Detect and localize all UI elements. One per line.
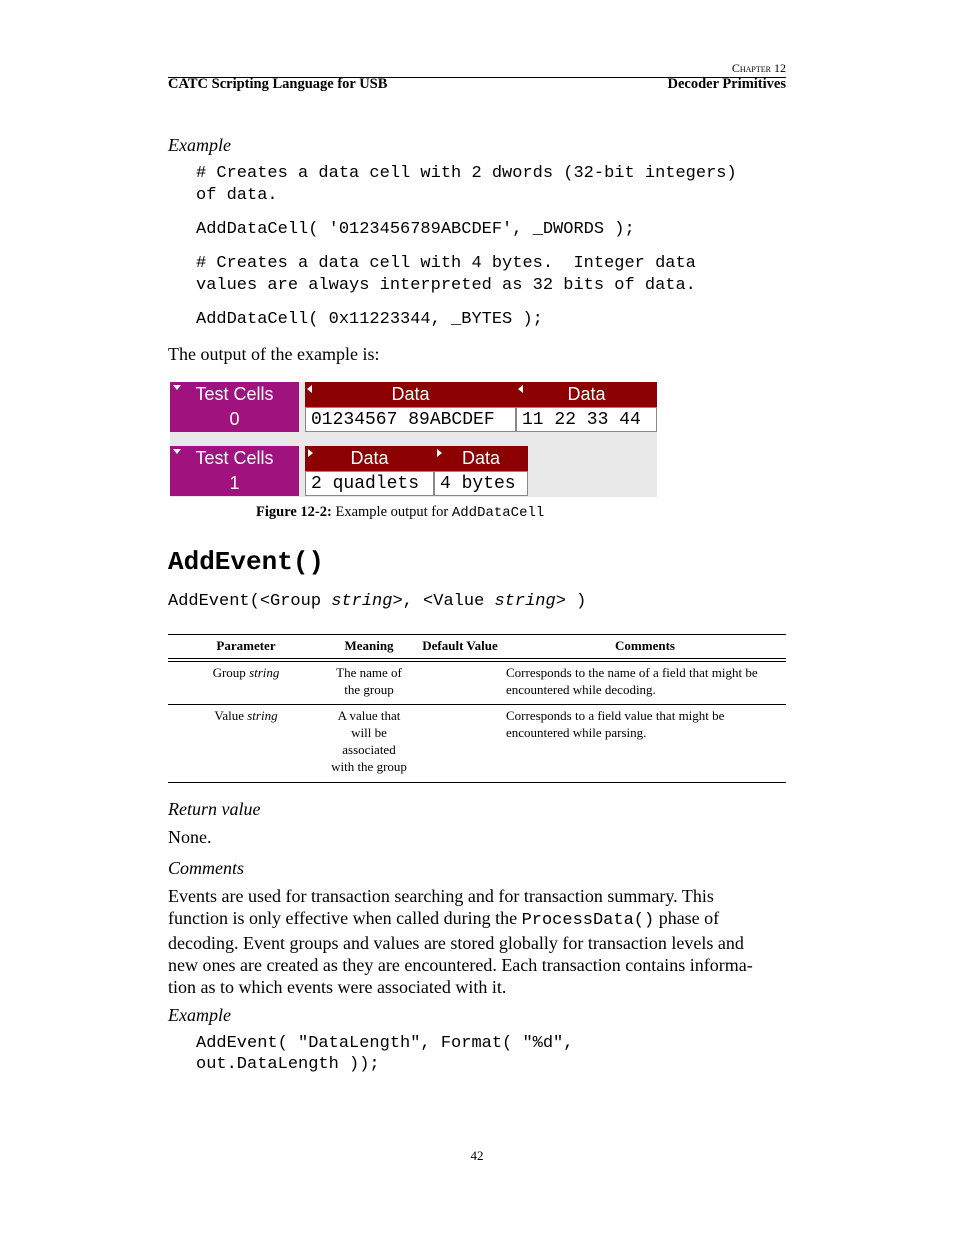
chapter-number: 12 bbox=[774, 61, 786, 75]
comments-paragraph bbox=[168, 885, 786, 998]
table-cell-meaning bbox=[314, 707, 424, 775]
record-header bbox=[170, 446, 299, 471]
data-cell-value: 01234567 89ABCDEF bbox=[305, 407, 516, 432]
data-cell-label: Data bbox=[461, 448, 501, 468]
paragraph-line: Events are used for transaction searching and for transaction summary. This bbox=[168, 886, 714, 906]
text-span: phase of bbox=[654, 908, 720, 928]
figure-caption bbox=[168, 504, 786, 521]
param-type: string bbox=[247, 708, 278, 723]
expand-arrow-icon bbox=[437, 449, 442, 457]
signature-part: >, <Value bbox=[392, 592, 495, 611]
page-number: 42 bbox=[470, 1148, 484, 1163]
data-cell-label: Data bbox=[567, 384, 606, 404]
table-cell-comments bbox=[506, 664, 782, 698]
data-cell-header bbox=[434, 446, 528, 471]
code-line: values are always interpreted as 32 bits of data. bbox=[196, 276, 696, 295]
collapse-arrow-icon bbox=[173, 449, 181, 454]
data-cell-header bbox=[516, 382, 657, 407]
section-title: AddEvent() bbox=[168, 547, 325, 577]
column-header: Meaning bbox=[344, 638, 394, 653]
comment-line: Corresponds to the name of a field that might be bbox=[506, 665, 758, 680]
record-label: Test Cells bbox=[195, 384, 274, 404]
expand-arrow-icon bbox=[518, 385, 523, 393]
figure-caption-code: AddDataCell bbox=[451, 505, 545, 521]
param-type: string bbox=[249, 665, 280, 680]
chapter-label bbox=[600, 61, 786, 76]
collapse-arrow-icon bbox=[173, 385, 181, 390]
record-value: 1 bbox=[170, 471, 299, 496]
figure-caption-text: Example output for bbox=[335, 504, 449, 520]
example-heading: Example bbox=[168, 1005, 231, 1025]
code-line: AddDataCell( 0x11223344, _BYTES ); bbox=[196, 310, 543, 329]
data-cell-label: Data bbox=[391, 384, 430, 404]
signature-part: > ) bbox=[555, 592, 587, 611]
table-cell-parameter bbox=[194, 707, 298, 724]
meaning-line: associated bbox=[342, 742, 396, 757]
table-rule bbox=[168, 704, 786, 705]
comment-line: encountered while decoding. bbox=[506, 682, 656, 697]
column-header: Parameter bbox=[216, 638, 276, 653]
expand-arrow-icon bbox=[308, 449, 313, 457]
code-line: of data. bbox=[196, 186, 278, 205]
paragraph-line: tion as to which events were associated with it. bbox=[168, 977, 507, 997]
inline-code: ProcessData() bbox=[521, 911, 655, 930]
signature-type: string bbox=[331, 592, 393, 611]
data-cell-value: 4 bytes bbox=[434, 471, 528, 496]
table-cell-meaning bbox=[314, 664, 424, 698]
running-header-right: Decoder Primitives bbox=[667, 76, 786, 92]
column-header: Comments bbox=[615, 638, 675, 653]
output-intro: The output of the example is: bbox=[168, 344, 380, 364]
running-header-left: CATC Scripting Language for USB bbox=[168, 76, 388, 92]
signature-part: AddEvent(<Group bbox=[168, 592, 332, 611]
function-signature bbox=[168, 592, 586, 611]
data-cell-value: 2 quadlets bbox=[305, 471, 434, 496]
data-cell-header bbox=[305, 382, 516, 407]
text-span: function is only effective when called during the bbox=[168, 908, 522, 928]
comment-line: Corresponds to a field value that might be bbox=[506, 708, 725, 723]
comments-heading: Comments bbox=[168, 858, 244, 878]
param-name: Group bbox=[212, 665, 246, 680]
signature-type: string bbox=[494, 592, 556, 611]
return-value-heading: Return value bbox=[168, 799, 261, 819]
table-rule bbox=[168, 782, 786, 783]
data-cell-value: 11 22 33 44 bbox=[516, 407, 657, 432]
paragraph-line: new ones are created as they are encountered. Each transaction contains informa- bbox=[168, 955, 753, 975]
figure-caption-label: Figure 12-2: bbox=[256, 504, 332, 520]
table-cell-parameter bbox=[194, 664, 298, 681]
code-line: AddEvent( "DataLength", Format( "%d", bbox=[196, 1034, 574, 1053]
paragraph-line bbox=[168, 907, 786, 932]
example-heading: Example bbox=[168, 135, 231, 155]
code-line: AddDataCell( '0123456789ABCDEF', _DWORDS ); bbox=[196, 220, 635, 239]
meaning-line: with the group bbox=[331, 759, 407, 774]
meaning-line: The name of bbox=[336, 665, 402, 680]
data-cell-label: Data bbox=[350, 448, 389, 468]
code-line: # Creates a data cell with 2 dwords (32-bit integers) bbox=[196, 164, 737, 183]
table-cell-comments bbox=[506, 707, 782, 741]
table-rule bbox=[168, 658, 786, 659]
paragraph-line: decoding. Event groups and values are stored globally for transaction levels and bbox=[168, 933, 744, 953]
table-rule bbox=[168, 634, 786, 635]
column-header: Default Value bbox=[422, 638, 498, 653]
chapter-prefix: Chapter bbox=[731, 61, 771, 75]
param-name: Value bbox=[214, 708, 244, 723]
meaning-line: the group bbox=[344, 682, 394, 697]
record-header bbox=[170, 382, 299, 407]
code-line: out.DataLength )); bbox=[196, 1055, 380, 1074]
record-value: 0 bbox=[170, 407, 299, 432]
return-value-text: None. bbox=[168, 827, 212, 847]
meaning-line: will be bbox=[351, 725, 387, 740]
comment-line: encountered while parsing. bbox=[506, 725, 647, 740]
meaning-line: A value that bbox=[337, 708, 401, 723]
expand-arrow-icon bbox=[307, 385, 312, 393]
table-rule bbox=[168, 661, 786, 662]
record-label: Test Cells bbox=[195, 448, 274, 468]
data-cell-header bbox=[305, 446, 434, 471]
example-output-figure bbox=[170, 382, 657, 497]
code-line: # Creates a data cell with 4 bytes. Integer data bbox=[196, 254, 696, 273]
